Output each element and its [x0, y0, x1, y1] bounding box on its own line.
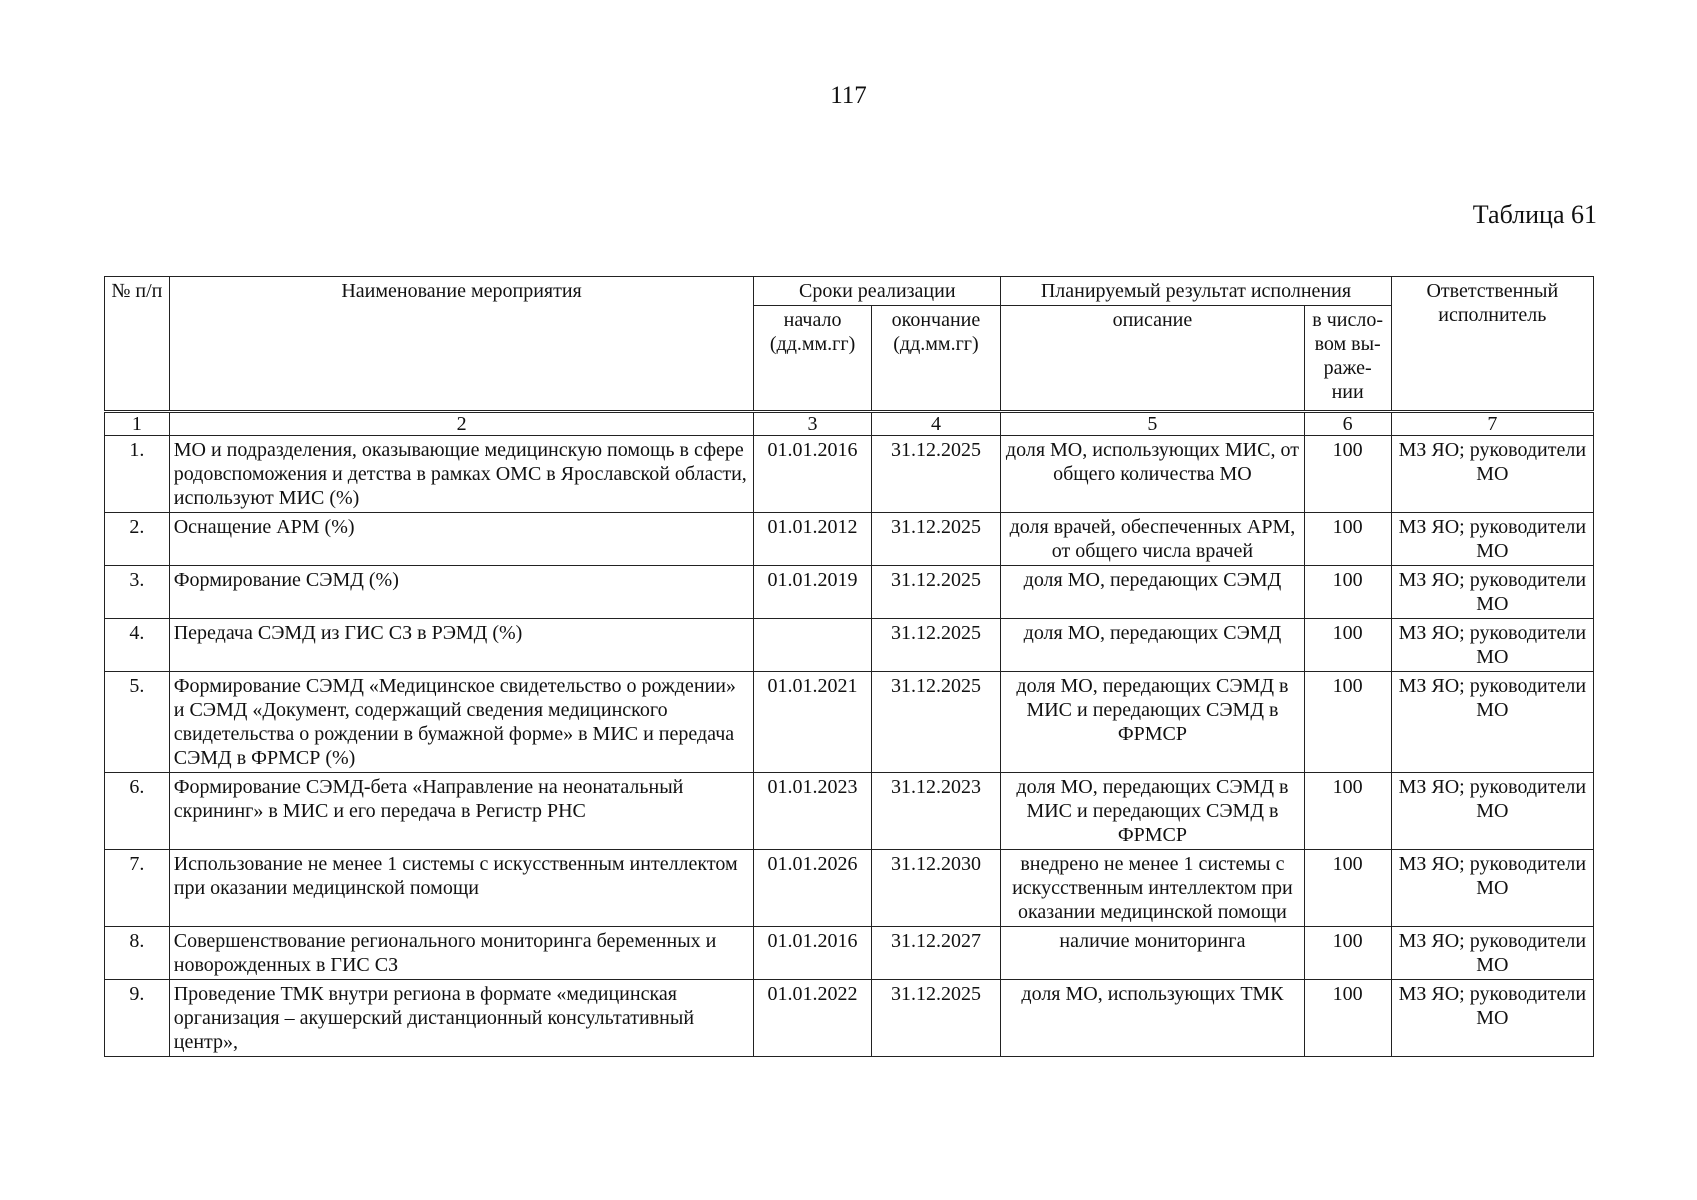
- table-row: [105, 850, 1594, 927]
- table-row: [105, 566, 1594, 619]
- result-value: 100: [1304, 619, 1391, 672]
- start-date: 01.01.2016: [754, 927, 871, 980]
- responsible: МЗ ЯО; руководители МО: [1391, 513, 1593, 566]
- activity-name: Проведение ТМК внутри региона в формате «медицинская организация – акушерский дистанционный консультативный центр»,: [169, 980, 754, 1057]
- row-number: 6.: [105, 773, 170, 850]
- end-date: 31.12.2025: [871, 513, 1000, 566]
- result-description: доля МО, передающих СЭМД в МИС и передающих СЭМД в ФРМСР: [1001, 773, 1304, 850]
- activity-name: Оснащение АРМ (%): [169, 513, 754, 566]
- activity-name: Использование не менее 1 системы с искусственным интеллектом при оказании медицинской помощи: [169, 850, 754, 927]
- header-start: начало (дд.мм.гг): [754, 306, 871, 412]
- result-description: доля МО, передающих СЭМД в МИС и передающих СЭМД в ФРМСР: [1001, 672, 1304, 773]
- header-name: Наименование мероприятия: [169, 277, 754, 412]
- table-row: [105, 980, 1594, 1057]
- responsible: МЗ ЯО; руководители МО: [1391, 566, 1593, 619]
- table-row: [105, 672, 1594, 773]
- result-value: 100: [1304, 850, 1391, 927]
- end-date: 31.12.2025: [871, 566, 1000, 619]
- result-description: наличие мониторинга: [1001, 927, 1304, 980]
- result-description: доля МО, использующих МИС, от общего количества МО: [1001, 436, 1304, 513]
- start-date: 01.01.2012: [754, 513, 871, 566]
- responsible: МЗ ЯО; руководители МО: [1391, 927, 1593, 980]
- start-date: 01.01.2023: [754, 773, 871, 850]
- start-date: 01.01.2016: [754, 436, 871, 513]
- activity-name: МО и подразделения, оказывающие медицинскую помощь в сфере родовспоможения и детства в рамках ОМС в Ярославской области, используют МИС (%): [169, 436, 754, 513]
- header-numeric: в число-вом вы-раже-нии: [1304, 306, 1391, 412]
- end-date: 31.12.2027: [871, 927, 1000, 980]
- responsible: МЗ ЯО; руководители МО: [1391, 672, 1593, 773]
- activity-name: Передача СЭМД из ГИС СЗ в РЭМД (%): [169, 619, 754, 672]
- row-number: 4.: [105, 619, 170, 672]
- end-date: 31.12.2023: [871, 773, 1000, 850]
- row-number: 9.: [105, 980, 170, 1057]
- row-number: 8.: [105, 927, 170, 980]
- end-date: 31.12.2030: [871, 850, 1000, 927]
- end-date: 31.12.2025: [871, 619, 1000, 672]
- start-date: 01.01.2021: [754, 672, 871, 773]
- table-row: [105, 773, 1594, 850]
- result-description: доля МО, передающих СЭМД: [1001, 566, 1304, 619]
- result-value: 100: [1304, 672, 1391, 773]
- column-number: 3: [754, 412, 871, 436]
- activity-name: Формирование СЭМД-бета «Направление на неонатальный скрининг» в МИС и его передача в Регистр РНС: [169, 773, 754, 850]
- row-number: 2.: [105, 513, 170, 566]
- table-row: [105, 619, 1594, 672]
- column-number: 6: [1304, 412, 1391, 436]
- row-number: 1.: [105, 436, 170, 513]
- table-caption: Таблица 61: [1472, 200, 1597, 229]
- start-date: 01.01.2026: [754, 850, 871, 927]
- result-value: 100: [1304, 513, 1391, 566]
- responsible: МЗ ЯО; руководители МО: [1391, 773, 1593, 850]
- result-description: доля врачей, обеспеченных АРМ, от общего числа врачей: [1001, 513, 1304, 566]
- row-number: 3.: [105, 566, 170, 619]
- result-value: 100: [1304, 773, 1391, 850]
- start-date: [754, 619, 871, 672]
- row-number: 5.: [105, 672, 170, 773]
- page-number: 117: [830, 82, 867, 109]
- responsible: МЗ ЯО; руководители МО: [1391, 619, 1593, 672]
- result-value: 100: [1304, 980, 1391, 1057]
- header-end: окончание (дд.мм.гг): [871, 306, 1000, 412]
- table-row: [105, 436, 1594, 513]
- start-date: 01.01.2019: [754, 566, 871, 619]
- table-row: [105, 927, 1594, 980]
- column-number: 2: [169, 412, 754, 436]
- activities-table: [104, 276, 1594, 1057]
- activity-name: Формирование СЭМД (%): [169, 566, 754, 619]
- start-date: 01.01.2022: [754, 980, 871, 1057]
- responsible: МЗ ЯО; руководители МО: [1391, 850, 1593, 927]
- result-description: внедрено не менее 1 системы с искусственным интеллектом при оказании медицинской помощи: [1001, 850, 1304, 927]
- end-date: 31.12.2025: [871, 980, 1000, 1057]
- header-num: № п/п: [105, 277, 170, 412]
- activity-name: Формирование СЭМД «Медицинское свидетельство о рождении» и СЭМД «Документ, содержащий сведения медицинского свидетельства о рождении в бумажной форме» в МИС и передача СЭМД в ФРМСР (%): [169, 672, 754, 773]
- end-date: 31.12.2025: [871, 436, 1000, 513]
- end-date: 31.12.2025: [871, 672, 1000, 773]
- responsible: МЗ ЯО; руководители МО: [1391, 980, 1593, 1057]
- result-description: доля МО, использующих ТМК: [1001, 980, 1304, 1057]
- column-number: 5: [1001, 412, 1304, 436]
- responsible: МЗ ЯО; руководители МО: [1391, 436, 1593, 513]
- header-description: описание: [1001, 306, 1304, 412]
- table-row: [105, 513, 1594, 566]
- result-description: доля МО, передающих СЭМД: [1001, 619, 1304, 672]
- column-number: 7: [1391, 412, 1593, 436]
- result-value: 100: [1304, 566, 1391, 619]
- activity-name: Совершенствование регионального мониторинга беременных и новорожденных в ГИС СЗ: [169, 927, 754, 980]
- column-number: 4: [871, 412, 1000, 436]
- column-number: 1: [105, 412, 170, 436]
- header-responsible: Ответственный исполнитель: [1391, 277, 1593, 412]
- header-result: Планируемый результат исполнения: [1001, 277, 1391, 306]
- result-value: 100: [1304, 927, 1391, 980]
- result-value: 100: [1304, 436, 1391, 513]
- row-number: 7.: [105, 850, 170, 927]
- header-terms: Сроки реализации: [754, 277, 1001, 306]
